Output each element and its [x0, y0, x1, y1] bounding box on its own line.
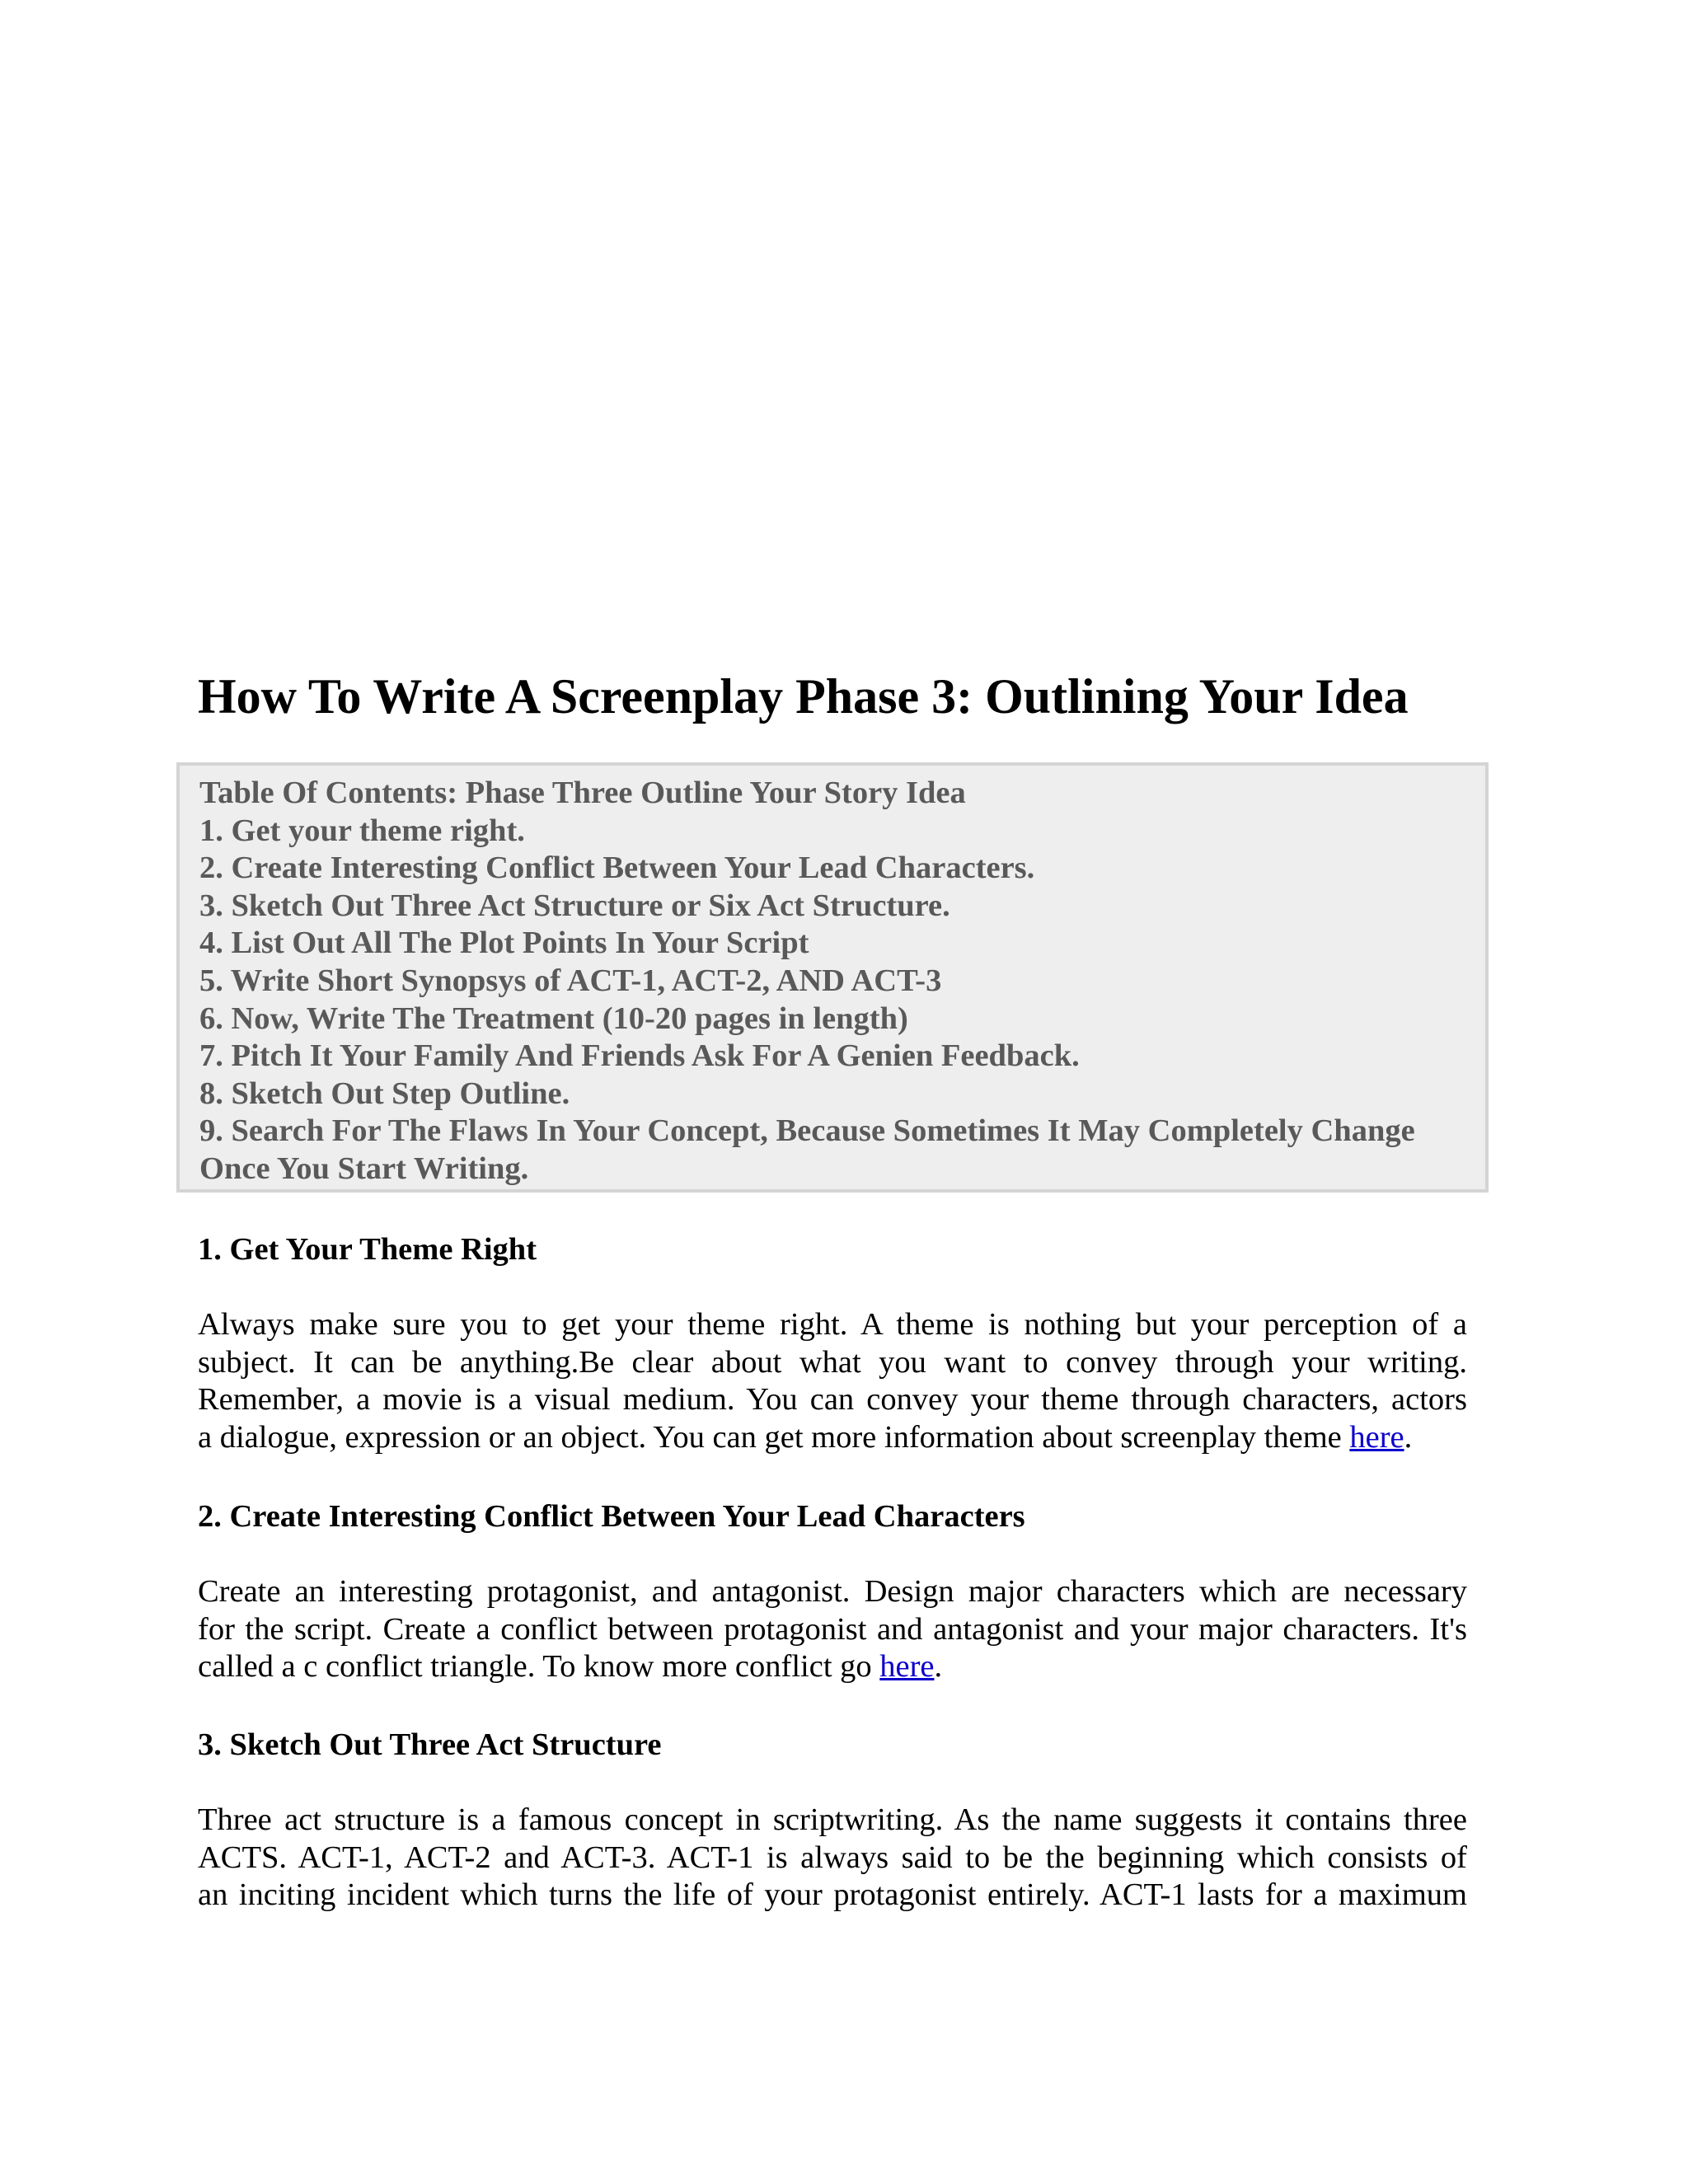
- section-heading-theme: 1. Get Your Theme Right: [198, 1232, 537, 1267]
- paragraph-three-act: [198, 1802, 1467, 1915]
- paragraph-line: [198, 1648, 1467, 1686]
- paragraph-line: Three act structure is a famous concept in scriptwriting. As the name suggests it contains three: [198, 1802, 1467, 1837]
- paragraph-line: for the script. Create a conflict between protagonist and antagonist and your major characters. It's: [198, 1611, 1467, 1647]
- toc-item: 9. Search For The Flaws In Your Concept, Because Sometimes It May Completely Change Once You Start Writing.: [199, 1113, 1415, 1186]
- punctuation: .: [934, 1649, 943, 1685]
- paragraph-line-text: called a c conflict triangle. To know more conflict go: [198, 1649, 880, 1685]
- paragraph-theme: [198, 1306, 1467, 1456]
- theme-here-link[interactable]: here: [1349, 1419, 1404, 1455]
- toc-item: 4. List Out All The Plot Points In Your Script: [199, 926, 809, 961]
- paragraph-line: Remember, a movie is a visual medium. You can convey your theme through characters, actors: [198, 1382, 1467, 1418]
- paragraph-conflict: [198, 1573, 1467, 1686]
- section-heading-three-act: 3. Sketch Out Three Act Structure: [198, 1727, 662, 1762]
- toc-item: 6. Now, Write The Treatment (10-20 pages in length): [199, 1001, 908, 1036]
- toc-heading: Table Of Contents: Phase Three Outline Your Story Idea: [199, 776, 966, 810]
- paragraph-line: subject. It can be anything.Be clear about what you want to convey through your writing.: [198, 1344, 1467, 1380]
- toc-item: 5. Write Short Synopsys of ACT-1, ACT-2, AND ACT-3: [199, 963, 942, 998]
- toc-item: 2. Create Interesting Conflict Between Your Lead Characters.: [199, 851, 1035, 886]
- paragraph-line: an inciting incident which turns the life of your protagonist entirely. ACT-1 lasts for a maximum: [198, 1877, 1467, 1913]
- paragraph-line-text: a dialogue, expression or an object. You can get more information about screenplay theme: [198, 1419, 1350, 1455]
- paragraph-line: Create an interesting protagonist, and antagonist. Design major characters which are necessary: [198, 1574, 1467, 1609]
- toc-item: 7. Pitch It Your Family And Friends Ask For A Genien Feedback.: [199, 1038, 1080, 1074]
- toc-item: 8. Sketch Out Step Outline.: [199, 1076, 570, 1111]
- punctuation: .: [1404, 1419, 1413, 1455]
- toc-item: 3. Sketch Out Three Act Structure or Six Act Structure.: [199, 888, 950, 923]
- page-title: How To Write A Screenplay Phase 3: Outlining Your Idea: [198, 669, 1409, 724]
- paragraph-line: ACTS. ACT-1, ACT-2 and ACT-3. ACT-1 is always said to be the beginning which consists of: [198, 1840, 1467, 1875]
- table-of-contents: [176, 762, 1489, 1193]
- toc-item: 1. Get your theme right.: [199, 813, 525, 848]
- paragraph-line: Always make sure you to get your theme right. A theme is nothing but your perception of a: [198, 1307, 1467, 1342]
- section-heading-conflict: 2. Create Interesting Conflict Between Your Lead Characters: [198, 1499, 1025, 1534]
- conflict-here-link[interactable]: here: [879, 1649, 935, 1685]
- paragraph-line: [198, 1419, 1467, 1457]
